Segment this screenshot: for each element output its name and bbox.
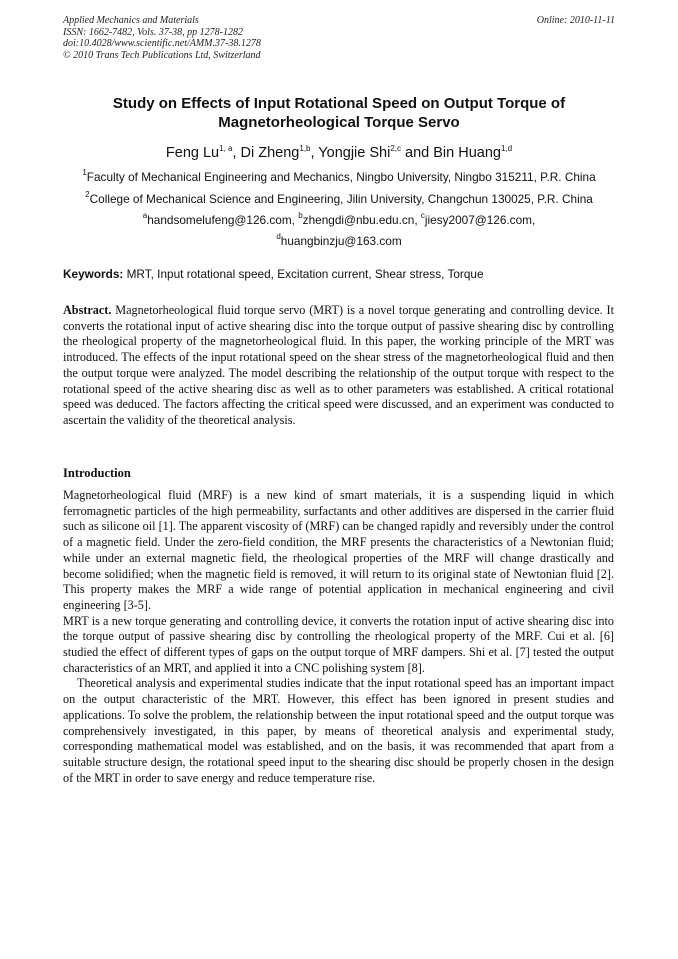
intro-paragraph-1: Magnetorheological fluid (MRF) is a new kind of smart materials, it is a suspending liquid in which ferromagnetic particles of the high permeability, surfactants and other additives are dispersed in the carrier fluid such as silicone oil [1]. The apparent viscosity of (MRF) can be changed rapidly and reversibly under the control of a magnetic field. Under the zero-field condition, the MRF presents the characteristics of a Newtonian fluid; while under an external magnetic field, the rheological properties of the MRF will change drastically and become solidified; when the magnetic field is removed, it will return to its original state of Newtonian fluid [2]. This property makes the MRF a wide range of potential application in mechanical engineering and civil engineering [3-5]. bbox=[63, 488, 614, 612]
journal-header bbox=[63, 15, 615, 61]
email-text: jiesy2007@126.com, bbox=[424, 213, 536, 227]
email-text: handsomelufeng@126.com, bbox=[147, 213, 299, 227]
email-line-2 bbox=[40, 234, 638, 249]
abstract-text: Magnetorheological fluid torque servo (MRT) is a novel torque generating and controlling device. It converts the rotational input of active shearing disc into the torque output of passive shearing disc by controlling the rheological property of the magnetorheological fluid. In this paper, the working principle of the MRT was introduced. The effects of the input rotational speed on the shear stress of the magnetorheological fluid and then the output torque were analyzed. The model describing the relationship of the output torque with respect to the rotational speed of the active shearing disc as well as to other parameters was established. A critical rotational speed was deduced. The factors affecting the critical speed were discussed, and an experiment was conducted to ascertain the validity of the theoretical analysis. bbox=[63, 303, 614, 427]
intro-paragraph-2: MRT is a new torque generating and controlling device, it converts the rotation input of active shearing disc into the torque output of passive shearing disc by controlling the rheological property of the MRF. Cui et al. [6] studied the effect of different types of gaps on the output torque of MRF dampers. Shi et al. [7] tested the output characteristics of an MRT, and applied it into a CNC polishing system [8]. bbox=[63, 613, 614, 675]
author-sup: 1,d bbox=[500, 144, 513, 153]
abstract bbox=[63, 303, 614, 429]
journal-name: Applied Mechanics and Materials bbox=[63, 15, 199, 26]
email-line-1 bbox=[40, 213, 638, 228]
author-name: Feng Lu bbox=[165, 145, 220, 161]
email-sup: a bbox=[142, 211, 148, 220]
affiliation-text: College of Mechanical Science and Engineering, Jilin University, Changchun 130025, P.R. China bbox=[89, 192, 593, 206]
affiliation-1 bbox=[40, 170, 638, 185]
author-name: Yongjie Shi bbox=[318, 145, 391, 161]
abstract-paragraph bbox=[63, 303, 614, 429]
author-and: and bbox=[401, 145, 434, 161]
author-sup: 1, a bbox=[219, 144, 233, 153]
intro-paragraph-3: Theoretical analysis and experimental studies indicate that the input rotational speed has an important impact on the output characteristic of the MRT. However, this effect has been ignored in present studies and applications. To solve the problem, the relationship between the input rotational speed and the output torque was comprehensively investigated, in this paper, by means of theoretical analysis and experimental study, corresponding mathematical model was established, and on the basis, it was recommended that apart from a suitable structure design, the rotational speed input to the shearing disc should be properly chosen in the design of the MRT in order to save energy and reduce temperature rise. bbox=[63, 676, 614, 785]
abstract-label: Abstract. bbox=[63, 303, 112, 317]
online-date: Online: 2010-11-11 bbox=[536, 15, 615, 26]
author-name: Bin Huang bbox=[433, 145, 501, 161]
author-separator: , bbox=[310, 145, 319, 161]
journal-issn: ISSN: 1662-7482, Vols. 37-38, pp 1278-1282 bbox=[63, 26, 243, 38]
affiliation-text: Faculty of Mechanical Engineering and Mechanics, Ningbo University, Ningbo 315211, P.R. China bbox=[86, 170, 596, 184]
author-sup: 2,c bbox=[390, 144, 401, 153]
author-list bbox=[40, 144, 638, 162]
keywords-label: Keywords: bbox=[63, 267, 124, 281]
email-text: huangbinzju@163.com bbox=[280, 234, 402, 248]
affiliation-sup: 1 bbox=[82, 168, 87, 177]
author-separator: , bbox=[232, 145, 241, 161]
email-text: zhengdi@nbu.edu.cn, bbox=[302, 213, 421, 227]
affiliation-sup: 2 bbox=[85, 190, 90, 199]
keywords bbox=[63, 267, 623, 282]
title-line-1: Study on Effects of Input Rotational Speed on Output Torque of bbox=[112, 95, 566, 112]
introduction-body bbox=[63, 488, 614, 786]
email-sup: c bbox=[420, 211, 425, 220]
paper-title bbox=[60, 94, 618, 132]
journal-copyright: © 2010 Trans Tech Publications Ltd, Switzerland bbox=[63, 49, 261, 61]
title-line-2: Magnetorheological Torque Servo bbox=[218, 114, 460, 131]
email-sup: d bbox=[276, 232, 281, 241]
email-sup: b bbox=[298, 211, 303, 220]
author-name: Di Zheng bbox=[240, 145, 300, 161]
affiliation-2 bbox=[40, 192, 638, 207]
journal-doi: doi:10.4028/www.scientific.net/AMM.37-38.1278 bbox=[63, 38, 261, 49]
author-sup: 1,b bbox=[299, 144, 311, 153]
introduction-heading: Introduction bbox=[63, 466, 131, 480]
keywords-text: MRT, Input rotational speed, Excitation current, Shear stress, Torque bbox=[123, 267, 484, 281]
